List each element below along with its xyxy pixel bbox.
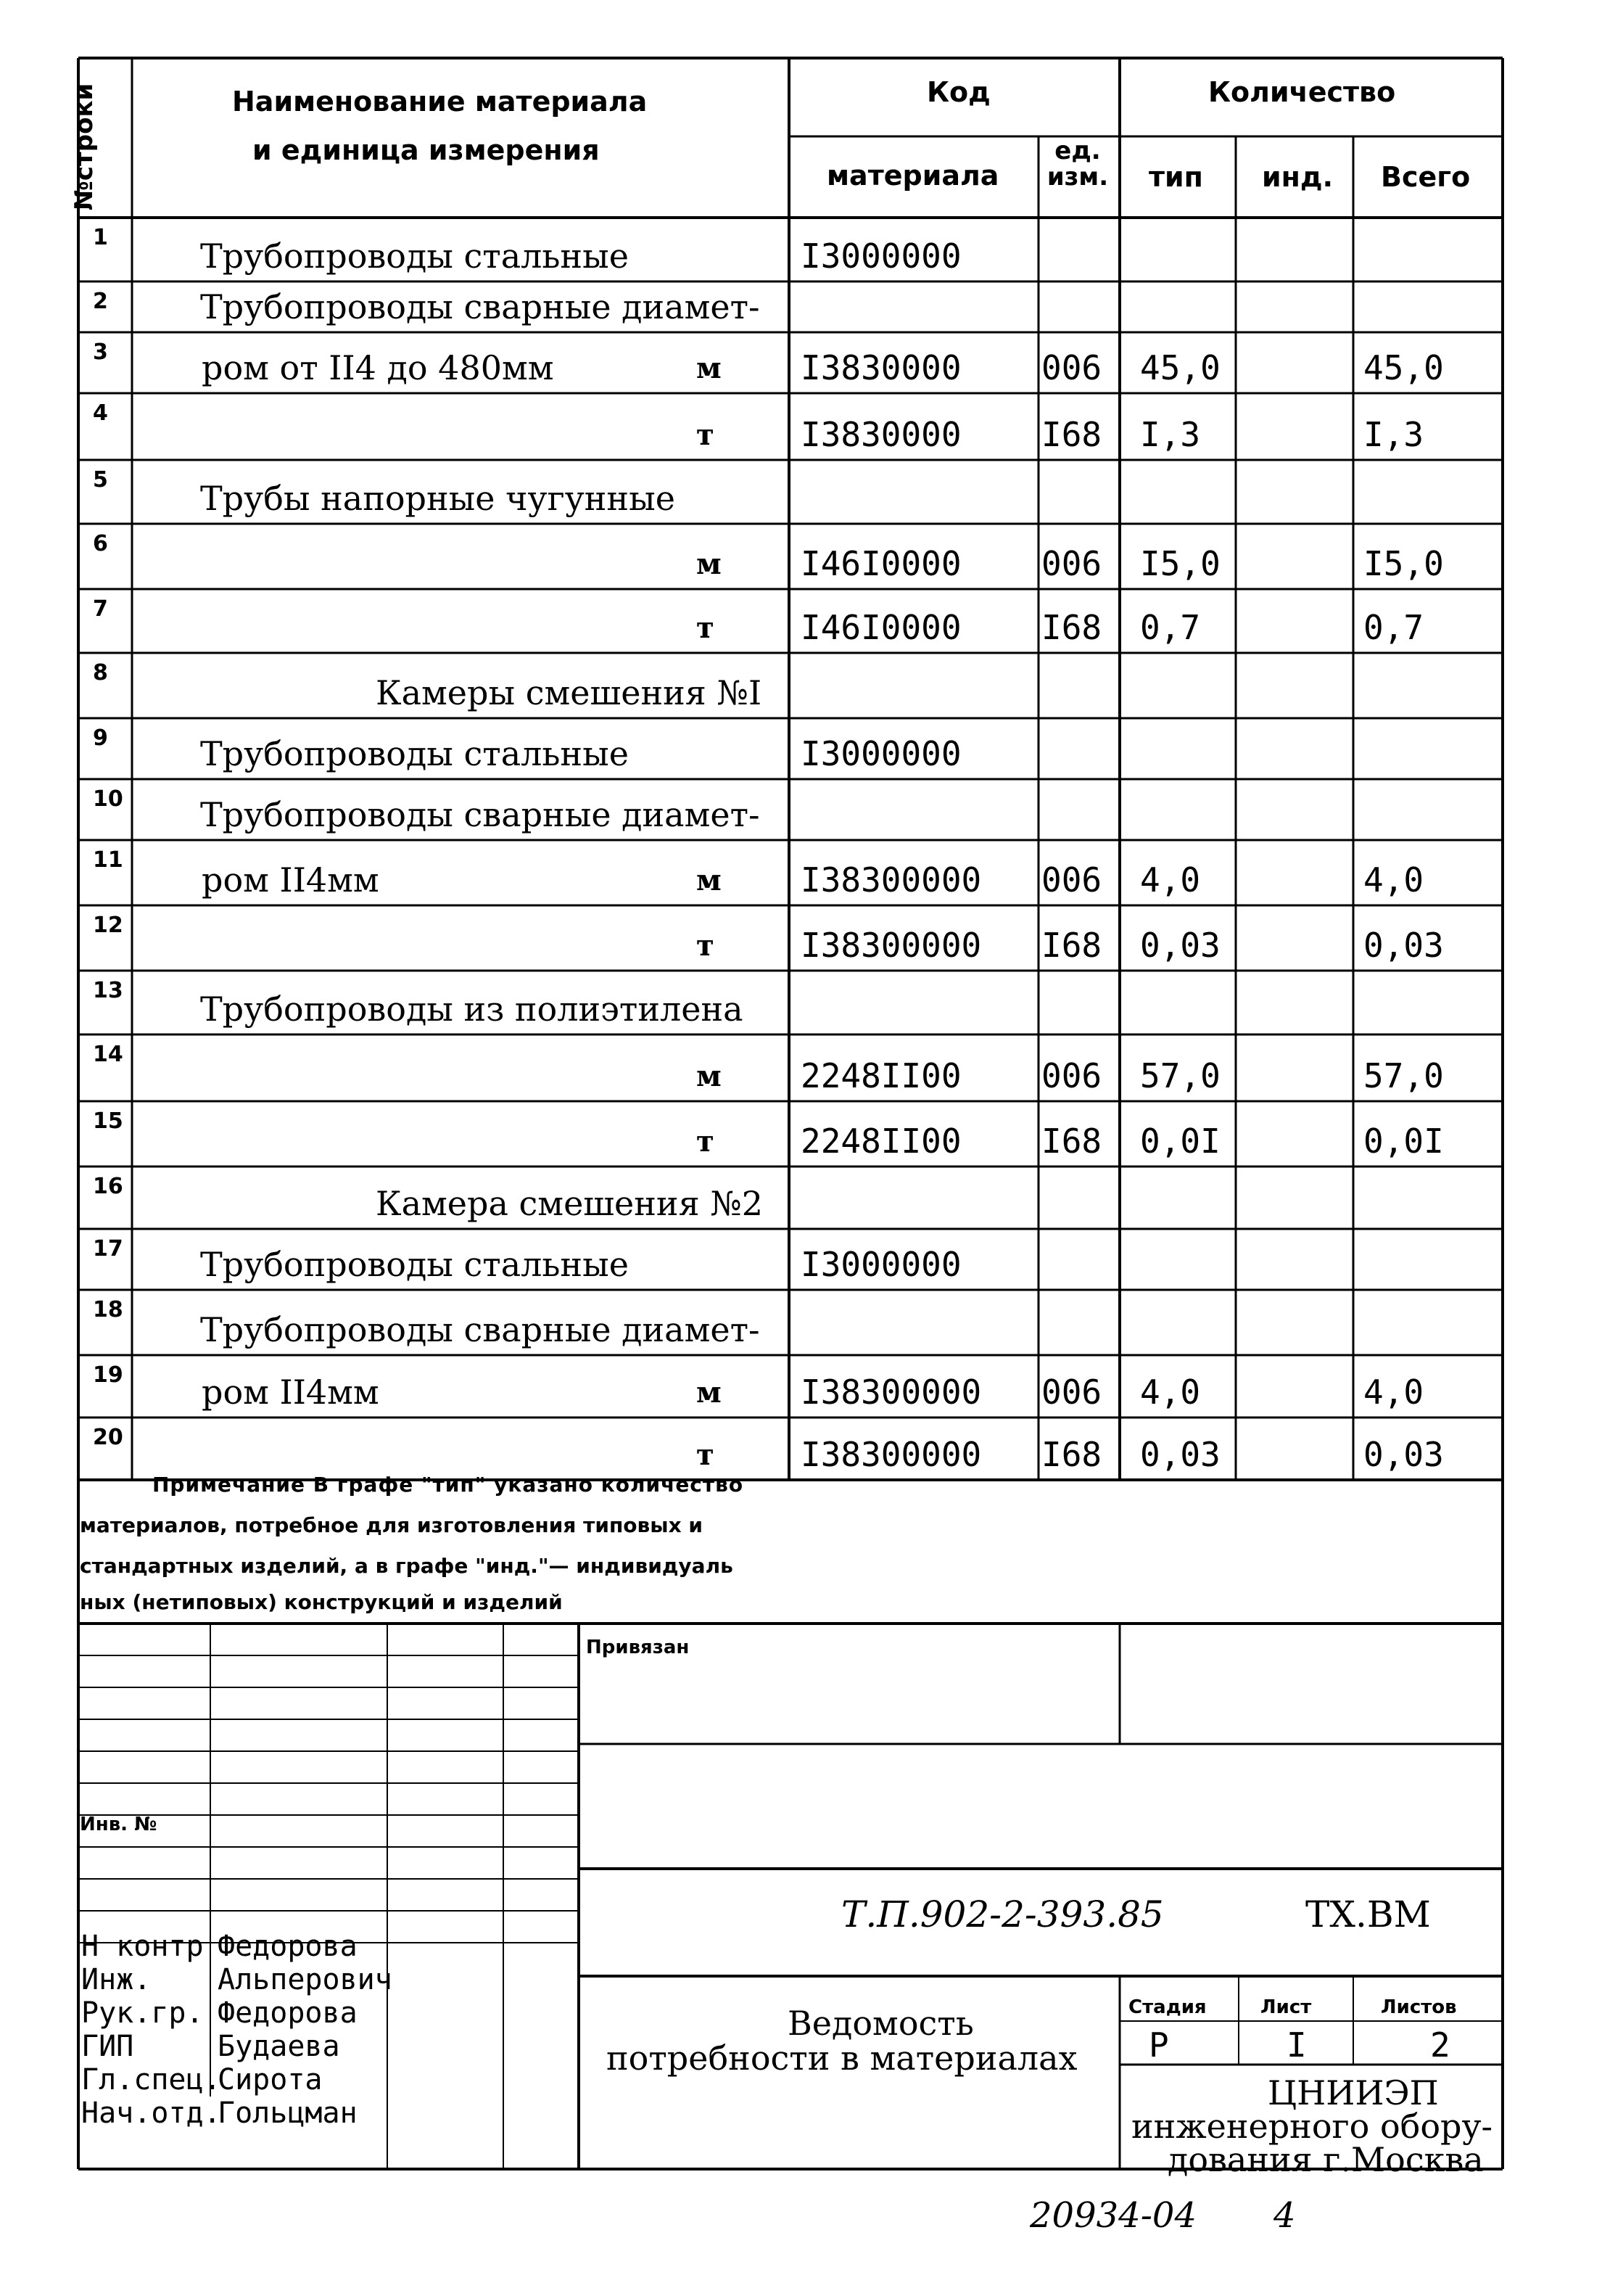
row-qty-total: I,3 — [1363, 415, 1424, 454]
row-unit: м — [696, 1375, 722, 1410]
row-name: Трубопроводы стальные — [200, 1245, 629, 1284]
signature-role: Рук.гр. — [81, 1996, 204, 2030]
sheet-label: Лист — [1260, 1996, 1312, 2018]
row-code-unit: I68 — [1041, 608, 1102, 647]
doc-mark: ТХ.ВМ — [1305, 1893, 1431, 1935]
footer-page: 4 — [1273, 2195, 1296, 2236]
row-number: 18 — [93, 1297, 123, 1322]
row-qty-total: 0,7 — [1363, 608, 1424, 647]
row-number: 19 — [93, 1362, 123, 1388]
row-number: 6 — [93, 531, 108, 556]
signature-name: Альперович — [218, 1963, 392, 1996]
row-name: Камера смешения №2 — [376, 1184, 764, 1223]
header-type: тип — [1149, 161, 1203, 193]
row-number: 15 — [93, 1108, 123, 1134]
row-number: 5 — [93, 467, 108, 493]
row-unit: м — [696, 547, 722, 581]
signature-name: Федорова — [218, 1996, 358, 2030]
row-unit: м — [696, 863, 722, 897]
row-code-unit: 006 — [1041, 1056, 1102, 1095]
signature-name: Федорова — [218, 1930, 358, 1963]
row-code: I3830000 — [801, 348, 962, 387]
row-name: Трубопроводы сварные диамет- — [200, 287, 760, 326]
note-line-3: стандартных изделий, а в графе "инд."— индивидуаль — [80, 1554, 733, 1578]
row-name: ром II4мм — [202, 860, 379, 900]
row-qty-total: 4,0 — [1363, 1373, 1424, 1412]
stage-label: Стадия — [1128, 1996, 1207, 2018]
row-qty-type: 4,0 — [1140, 860, 1201, 900]
header-total: Всего — [1381, 161, 1471, 193]
row-code: I38300000 — [801, 1373, 982, 1412]
sheets-label: Листов — [1381, 1996, 1457, 2018]
privyazan-label: Привязан — [586, 1637, 690, 1658]
row-unit: т — [696, 1124, 714, 1159]
signature-name: Сирота — [218, 2063, 323, 2097]
header-name-line1: Наименование материала — [232, 86, 648, 118]
row-code-unit: 006 — [1041, 860, 1102, 900]
row-code: I46I0000 — [801, 544, 962, 583]
row-qty-total: 4,0 — [1363, 860, 1424, 900]
signature-role: Инж. — [81, 1963, 152, 1996]
row-number: 10 — [93, 786, 123, 812]
row-unit: м — [696, 351, 722, 385]
row-number: 17 — [93, 1236, 123, 1262]
row-name: ром II4мм — [202, 1373, 379, 1412]
doc-title-2: потребности в материалах — [606, 2038, 1078, 2078]
org-line-1: ЦНИИЭП — [1268, 2073, 1439, 2112]
footer-number: 20934-04 — [1030, 2195, 1197, 2236]
row-code-unit: I68 — [1041, 926, 1102, 965]
row-number: 1 — [93, 225, 108, 250]
row-code: I3000000 — [801, 1245, 962, 1284]
signature-role: Нач.отд. — [81, 2097, 221, 2130]
row-number: 4 — [93, 400, 108, 426]
row-number: 14 — [93, 1042, 123, 1067]
row-qty-type: 0,03 — [1140, 1435, 1221, 1474]
row-number: 20 — [93, 1425, 123, 1450]
row-name: Трубопроводы стальные — [200, 734, 629, 773]
row-code: I3830000 — [801, 415, 962, 454]
note-line-4: ных (нетиповых) конструкций и изделий — [80, 1590, 563, 1614]
row-number: 8 — [93, 660, 108, 686]
row-code: I46I0000 — [801, 608, 962, 647]
row-code: I38300000 — [801, 1435, 982, 1474]
header-ind: инд. — [1262, 161, 1334, 193]
row-code: 2248II00 — [801, 1122, 962, 1161]
row-code-unit: I68 — [1041, 415, 1102, 454]
row-code: I38300000 — [801, 926, 982, 965]
row-name: Трубопроводы из полиэтилена — [200, 989, 743, 1029]
note-line-2: материалов, потребное для изготовления типовых и — [80, 1513, 703, 1537]
org-line-2: инженерного обору- — [1131, 2107, 1493, 2146]
row-qty-type: 45,0 — [1140, 348, 1221, 387]
signature-name: Гольцман — [218, 2097, 358, 2130]
row-name: Трубопроводы сварные диамет- — [200, 1310, 760, 1349]
header-code-unit: ед. изм. — [1046, 136, 1109, 192]
row-code: I38300000 — [801, 860, 982, 900]
stage-value: Р — [1149, 2025, 1169, 2065]
header-code-material: материала — [827, 160, 999, 192]
signature-role: Н контр — [81, 1930, 204, 1963]
row-qty-type: 4,0 — [1140, 1373, 1201, 1412]
row-qty-type: 0,0I — [1140, 1122, 1221, 1161]
row-qty-type: 57,0 — [1140, 1056, 1221, 1095]
row-number: 11 — [93, 847, 123, 873]
row-qty-type: 0,03 — [1140, 926, 1221, 965]
doc-title-1: Ведомость — [788, 2004, 974, 2043]
inv-no-label: Инв. № — [80, 1814, 157, 1835]
signature-role: Гл.спец. — [81, 2063, 221, 2097]
doc-code: Т.П.902-2-393.85 — [841, 1893, 1164, 1935]
row-name: Трубопроводы стальные — [200, 236, 629, 276]
header-row-no: №строки — [70, 83, 99, 210]
row-code: I3000000 — [801, 236, 962, 276]
row-qty-total: 57,0 — [1363, 1056, 1444, 1095]
row-name: ром от II4 до 480мм — [202, 348, 554, 387]
row-unit: т — [696, 418, 714, 452]
row-code-unit: 006 — [1041, 348, 1102, 387]
row-name: Трубопроводы сварные диамет- — [200, 795, 760, 834]
row-code: I3000000 — [801, 734, 962, 773]
sheets-value: 2 — [1430, 2025, 1450, 2065]
row-code-unit: 006 — [1041, 544, 1102, 583]
row-code-unit: I68 — [1041, 1122, 1102, 1161]
row-number: 12 — [93, 913, 123, 938]
row-code-unit: I68 — [1041, 1435, 1102, 1474]
signature-role: ГИП — [81, 2030, 134, 2063]
row-qty-type: 0,7 — [1140, 608, 1201, 647]
row-number: 7 — [93, 596, 108, 622]
row-code-unit: 006 — [1041, 1373, 1102, 1412]
row-qty-type: I5,0 — [1140, 544, 1221, 583]
row-unit: т — [696, 929, 714, 963]
row-qty-total: 0,03 — [1363, 926, 1444, 965]
row-qty-type: I,3 — [1140, 415, 1201, 454]
header-quantity: Количество — [1208, 76, 1396, 108]
row-qty-total: 0,03 — [1363, 1435, 1444, 1474]
note-line-1: Примечание В графе "тип" указано количество — [152, 1473, 744, 1497]
row-code: 2248II00 — [801, 1056, 962, 1095]
row-number: 9 — [93, 725, 108, 751]
row-number: 16 — [93, 1174, 123, 1199]
row-name: Камеры смешения №I — [376, 673, 762, 712]
row-unit: м — [696, 1059, 722, 1093]
row-number: 3 — [93, 340, 108, 365]
row-number: 2 — [93, 289, 108, 314]
row-unit: т — [696, 611, 714, 645]
row-qty-total: 0,0I — [1363, 1122, 1444, 1161]
row-qty-total: I5,0 — [1363, 544, 1444, 583]
org-line-3: дования г.Москва — [1168, 2140, 1484, 2179]
row-qty-total: 45,0 — [1363, 348, 1444, 387]
row-number: 13 — [93, 978, 123, 1003]
sheet-value: I — [1287, 2025, 1307, 2065]
header-code: Код — [927, 76, 991, 108]
row-name: Трубы напорные чугунные — [200, 479, 675, 518]
header-name-line2: и единица измерения — [252, 134, 600, 166]
row-unit: т — [696, 1438, 714, 1472]
signature-name: Будаева — [218, 2030, 340, 2063]
